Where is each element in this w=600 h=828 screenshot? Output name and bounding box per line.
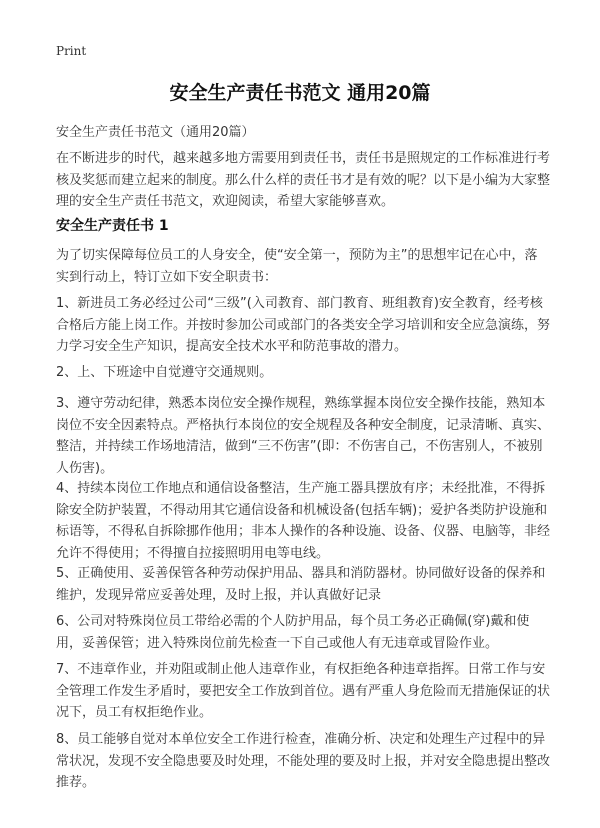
body-paragraph: 3、遵守劳动纪律，熟悉本岗位安全操作规程，熟练掌握本岗位安全操作技能，熟知本岗位不安全因素特点。严格执行本岗位的安全规程及各种安全制度，记录清晰、真实、整洁，并持续工作场地清洁，做到“三不伤害”(即：不伤害自己，不伤害别人，不被别人伤害)。 xyxy=(56,396,551,476)
body-paragraph: 8、员工能够自觉对本单位安全工作进行检查，准确分析、决定和处理生产过程中的异常状况，发现不安全隐患要及时处理，不能处理的要及时上报，并对安全隐患提出整改推荐。 xyxy=(56,732,551,790)
document-title: 安全生产责任书范文 通用20篇 xyxy=(169,82,431,104)
body-paragraph: 4、持续本岗位工作地点和通信设备整洁，生产施工器具摆放有序；未经批准，不得拆除安全防护装置，不得动用其它通信设备和机械设备(包括车辆)；爱护各类防护设施和标语等，不得私自拆除挪作他用；非本人操作的各种设施、设备、仪器、电脑等，非经允许不得使用；不得擅自拉接照明用电等电线。 xyxy=(56,481,551,561)
intro-paragraph: 在不断进步的时代，越来越多地方需要用到责任书，责任书是照规定的工作标准进行考核及奖惩而建立起来的制度。那么什么样的责任书才是有效的呢？以下是小编为大家整理的安全生产责任书范文，欢迎阅读，希望大家能够喜欢。 xyxy=(56,151,551,209)
body-paragraph: 7、不违章作业，并劝阻或制止他人违章作业，有权拒绝各种违章指挥。日常工作与安全管理工作发生矛盾时，要把安全工作放到首位。遇有严重人身危险而无措施保证的状况下，员工有权拒绝作业。 xyxy=(56,662,551,720)
body-paragraph: 6、公司对特殊岗位员工带给必需的个人防护用品，每个员工务必正确佩(穿)戴和使用，妥善保管；进入特殊岗位前先检查一下自己或他人有无违章或冒险作业。 xyxy=(56,614,530,651)
body-paragraph: 2、上、下班途中自觉遵守交通规则。 xyxy=(56,365,273,380)
section-heading: 安全生产责任书 1 xyxy=(56,218,169,234)
body-paragraph: 为了切实保障每位员工的人身安全，使“安全第一，预防为主”的思想牢记在心中，落实到行动上，特订立如下安全职责书： xyxy=(56,248,538,285)
body-paragraph: 5、正确使用、妥善保管各种劳动保护用品、器具和消防器材。协同做好设备的保养和维护，发现异常应妥善处理，及时上报，并认真做好记录 xyxy=(56,566,546,603)
document-subtitle: 安全生产责任书范文（通用20篇） xyxy=(56,125,255,140)
print-label: Print xyxy=(56,44,87,58)
body-paragraph: 1、新进员工务必经过公司“三级”(入司教育、部门教育、班组教育)安全教育，经考核合格后方能上岗工作。并按时参加公司或部门的各类安全学习培训和安全应急演练，努力学习安全生产知识，提高安全技术水平和防范事故的潜力。 xyxy=(56,296,551,354)
